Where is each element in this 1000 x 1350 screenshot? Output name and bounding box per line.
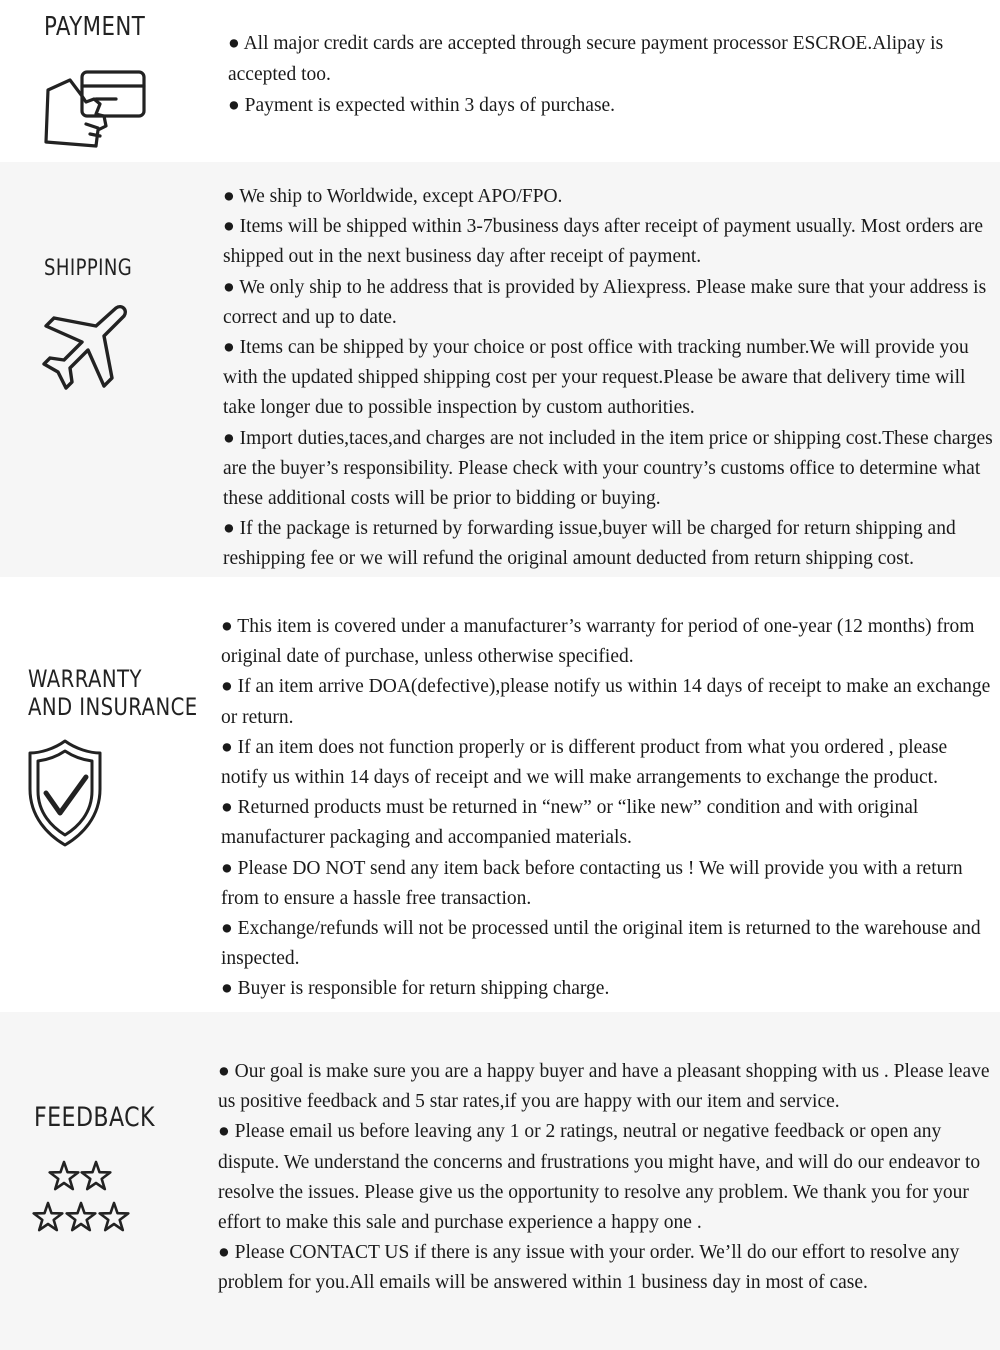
- warranty-item: ● If an item does not function properly or is different product from what you ordered , please notify us within 14 days of receipt and we will make arrangements to exchange the product.: [221, 736, 948, 789]
- airplane-icon: [40, 302, 130, 392]
- warranty-item: ● Buyer is responsible for return shipping charge.: [221, 978, 610, 1000]
- payment-list: [228, 28, 988, 121]
- warranty-item: ● If an item arrive DOA(defective),please notify us within 14 days of receipt to make an exchange or return.: [221, 676, 991, 728]
- shipping-item: ● We only ship to he address that is provided by Aliexpress. Please make sure that your address is correct and up to date.: [223, 276, 987, 328]
- shipping-item: ● Items can be shipped by your choice or post office with tracking number.We will provide you with the updated shipped shipping cost per your request.Please be aware that delivery time will take longer due to possible inspection by custom authorities.: [223, 337, 969, 419]
- hand-credit-card-icon: [40, 66, 150, 150]
- warranty-heading: WARRANTY AND INSURANCE: [28, 665, 198, 721]
- feedback-list: [218, 1057, 993, 1299]
- shipping-item: ● Items will be shipped within 3-7business days after receipt of payment usually. Most orders are shipped out in the next business day after receipt of payment.: [223, 216, 984, 268]
- warranty-item: ● Exchange/refunds will not be processed until the original item is returned to the warehouse and inspected.: [221, 918, 981, 970]
- shipping-list: [223, 182, 1000, 575]
- warranty-list: [221, 612, 991, 1005]
- warranty-item: ● Returned products must be returned in “new” or “like new” condition and with original manufacturer packaging and accompanied materials.: [221, 797, 919, 849]
- warranty-item: ● This item is covered under a manufacturer’s warranty for period of one-year (12 months) from original date of purchase, unless otherwise specified.: [221, 616, 975, 668]
- shipping-section: [0, 162, 1000, 577]
- feedback-heading: FEEDBACK: [34, 1102, 155, 1133]
- payment-item: ● Payment is expected within 3 days of purchase.: [228, 95, 616, 116]
- warranty-section: [0, 577, 1000, 1012]
- warranty-item: ● Please DO NOT send any item back before contacting us ! We will provide you with a return from to ensure a hassle free transaction.: [221, 857, 963, 909]
- five-stars-icon: [30, 1158, 134, 1240]
- shipping-item: ● If the package is returned by forwarding issue,buyer will be charged for return shipping and reshipping fee or we will refund the original amount deducted from return shipping cost.: [223, 518, 956, 570]
- payment-heading: PAYMENT: [44, 12, 146, 42]
- feedback-item: ● Please CONTACT US if there is any issue with your order. We’ll do our effort to resolve any problem for you.All emails will be answered within 1 business day in most of case.: [218, 1242, 960, 1294]
- shipping-item: ● We ship to Worldwide, except APO/FPO.: [223, 186, 563, 207]
- shipping-item: ● Import duties,taces,and charges are not included in the item price or shipping cost.These charges are the buyer’s responsibility. Please check with your country’s customs office to determine what these additional costs will be prior to bidding or buying.: [223, 427, 993, 510]
- shield-check-icon: [26, 737, 104, 849]
- shipping-heading: SHIPPING: [44, 256, 133, 281]
- feedback-item: ● Our goal is make sure you are a happy buyer and have a pleasant shopping with us . Please leave us positive feedback and 5 star rates,if you are happy with our item and service.: [218, 1061, 990, 1113]
- feedback-item: ● Please email us before leaving any 1 or 2 ratings, neutral or negative feedback or open any dispute. We understand the concerns and frustrations you might have, and will do our endeavor to resolve the issues. Please give us the opportunity to resolve any problem. We thank you for your effort to make this sale and purchase experience a happy one .: [218, 1121, 981, 1234]
- payment-item: ● All major credit cards are accepted through secure payment processor ESCROE.Alipay is accepted too.: [228, 33, 944, 85]
- payment-section: [0, 0, 1000, 162]
- feedback-section: [0, 1012, 1000, 1350]
